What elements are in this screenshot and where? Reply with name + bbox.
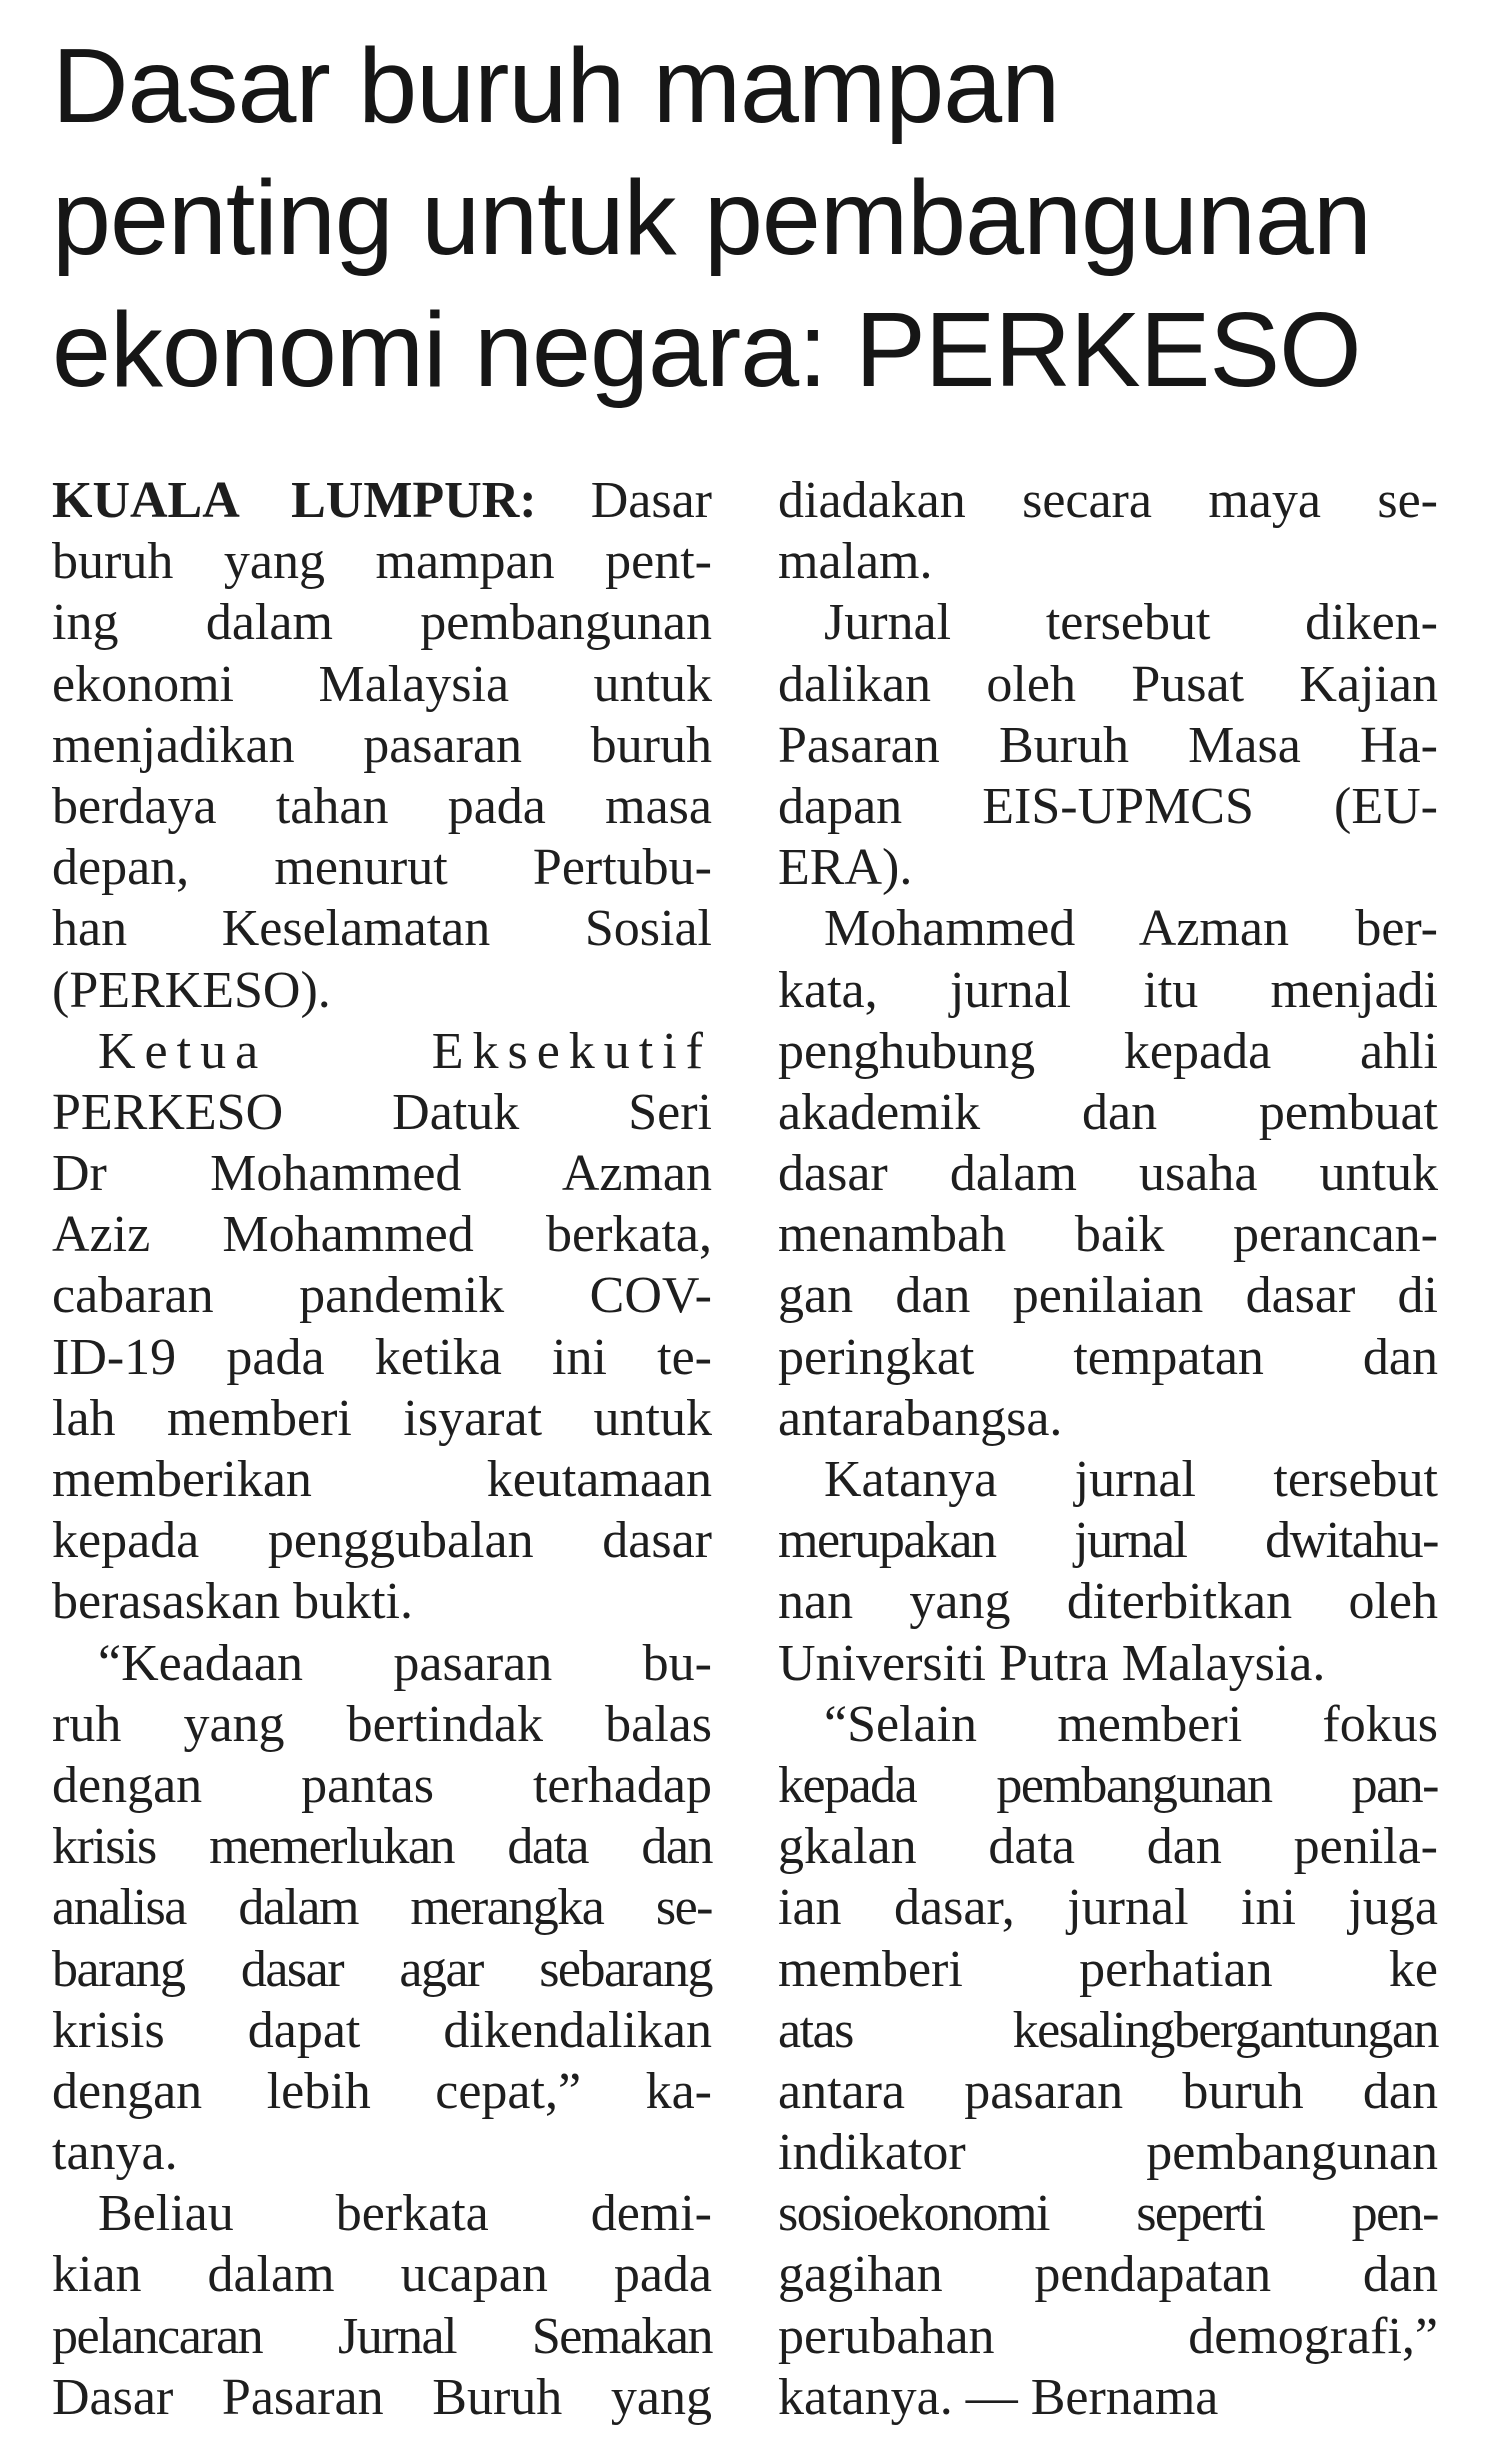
article-line: Mohammed Azman ber- bbox=[824, 900, 1438, 958]
article-line: dengan lebih cepat,” ka- bbox=[52, 2062, 712, 2120]
article-line: antarabangsa. bbox=[778, 1389, 1063, 1447]
article-line: analisa dalam merangka se- bbox=[52, 1879, 712, 1937]
article-line: lah memberi isyarat untuk bbox=[52, 1389, 712, 1447]
headline-line-2: penting untuk pembangunan bbox=[52, 159, 1371, 277]
article-line: berdaya tahan pada masa bbox=[52, 777, 712, 835]
article-line: Katanya jurnal tersebut bbox=[824, 1451, 1438, 1508]
article-line: menambah baik perancan- bbox=[778, 1206, 1438, 1264]
article-line: krisis memerlukan data dan bbox=[52, 1818, 712, 1876]
article-line: indikator pembangunan bbox=[778, 2124, 1438, 2182]
article-line: merupakan jurnal dwitahu- bbox=[778, 1512, 1438, 1570]
article-line: cabaran pandemik COV- bbox=[52, 1267, 712, 1325]
article-line: dasar dalam usaha untuk bbox=[778, 1145, 1438, 1203]
article-line: krisis dapat dikendalikan bbox=[52, 2001, 712, 2059]
article-line: Jurnal tersebut diken- bbox=[824, 594, 1438, 652]
article-line: gan dan penilaian dasar di bbox=[778, 1267, 1438, 1325]
article-line: memberi perhatian ke bbox=[778, 1940, 1438, 1998]
article-line: malam. bbox=[778, 533, 933, 591]
article-line: antara pasaran buruh dan bbox=[778, 2062, 1438, 2120]
article-line: perubahan demografi,” bbox=[778, 2307, 1438, 2365]
article-line: nan yang diterbitkan oleh bbox=[778, 1573, 1438, 1631]
article-line: katanya. — Bernama bbox=[778, 2368, 1219, 2426]
article-line: kepada pembangunan pan- bbox=[778, 1756, 1438, 1814]
article-line: dengan pantas terhadap bbox=[52, 1756, 712, 1814]
article-line: “Selain memberi fokus bbox=[824, 1695, 1438, 1753]
article-line: pelancaran Jurnal Semakan bbox=[52, 2307, 712, 2365]
article-line: han Keselamatan Sosial bbox=[52, 900, 712, 958]
article-line: akademik dan pembuat bbox=[778, 1083, 1438, 1141]
article-line: kata, jurnal itu menjadi bbox=[778, 961, 1438, 1019]
article-line: Dr Mohammed Azman bbox=[52, 1145, 712, 1203]
headline bbox=[52, 20, 1472, 416]
article-line: penghubung kepada ahli bbox=[778, 1022, 1438, 1080]
article-line: Beliau berkata demi- bbox=[98, 2185, 712, 2243]
article-line: ID-19 pada ketika ini te- bbox=[52, 1328, 712, 1386]
headline-line-3: ekonomi negara: PERKESO bbox=[52, 291, 1361, 409]
article-line: menjadikan pasaran buruh bbox=[52, 716, 712, 774]
article-line: depan, menurut Pertubu- bbox=[52, 839, 712, 897]
article-line: ruh yang bertindak balas bbox=[52, 1695, 712, 1753]
article-line: ekonomi Malaysia untuk bbox=[52, 655, 712, 713]
article-line: sosioekonomi seperti pen- bbox=[778, 2185, 1438, 2243]
article-line: “Keadaan pasaran bu- bbox=[98, 1634, 712, 1692]
article-line: berasaskan bukti. bbox=[52, 1573, 414, 1631]
article-line: ERA). bbox=[778, 839, 913, 897]
article-line: Ketua Eksekutif bbox=[98, 1022, 712, 1080]
article-line: gagihan pendapatan dan bbox=[778, 2246, 1438, 2304]
article-line: Universiti Putra Malaysia. bbox=[778, 1634, 1326, 1692]
article-line: gkalan data dan penila- bbox=[778, 1818, 1438, 1876]
dateline: KUALA LUMPUR: bbox=[52, 472, 537, 529]
article-line: tanya. bbox=[52, 2124, 178, 2182]
article-line: dapan EIS-UPMCS (EU- bbox=[778, 777, 1438, 835]
article-line: Pasaran Buruh Masa Ha- bbox=[778, 716, 1438, 774]
article-line: atas kesalingbergantungan bbox=[778, 2001, 1438, 2059]
article-column-right bbox=[778, 470, 1438, 2428]
headline-line-1: Dasar buruh mampan bbox=[52, 27, 1060, 145]
article-line: diadakan secara maya se- bbox=[778, 472, 1438, 529]
article-line: barang dasar agar sebarang bbox=[52, 1940, 712, 1998]
article-line: dalikan oleh Pusat Kajian bbox=[778, 655, 1438, 713]
article-line: Aziz Mohammed berkata, bbox=[52, 1206, 712, 1264]
article-line: PERKESO Datuk Seri bbox=[52, 1083, 712, 1141]
article-line: (PERKESO). bbox=[52, 961, 331, 1019]
article-line: Dasar Pasaran Buruh yang bbox=[52, 2368, 712, 2426]
article-line: kepada penggubalan dasar bbox=[52, 1512, 712, 1570]
article-line: ian dasar, jurnal ini juga bbox=[778, 1879, 1438, 1937]
article-line: ing dalam pembangunan bbox=[52, 594, 712, 652]
article-line: kian dalam ucapan pada bbox=[52, 2246, 712, 2304]
article-column-left bbox=[52, 470, 712, 2428]
article-line: peringkat tempatan dan bbox=[778, 1328, 1438, 1386]
article-line: memberikan keutamaan bbox=[52, 1451, 712, 1508]
article-line: buruh yang mampan pent- bbox=[52, 533, 712, 591]
article-line-text: Dasar bbox=[590, 472, 712, 529]
article-line bbox=[52, 470, 712, 531]
